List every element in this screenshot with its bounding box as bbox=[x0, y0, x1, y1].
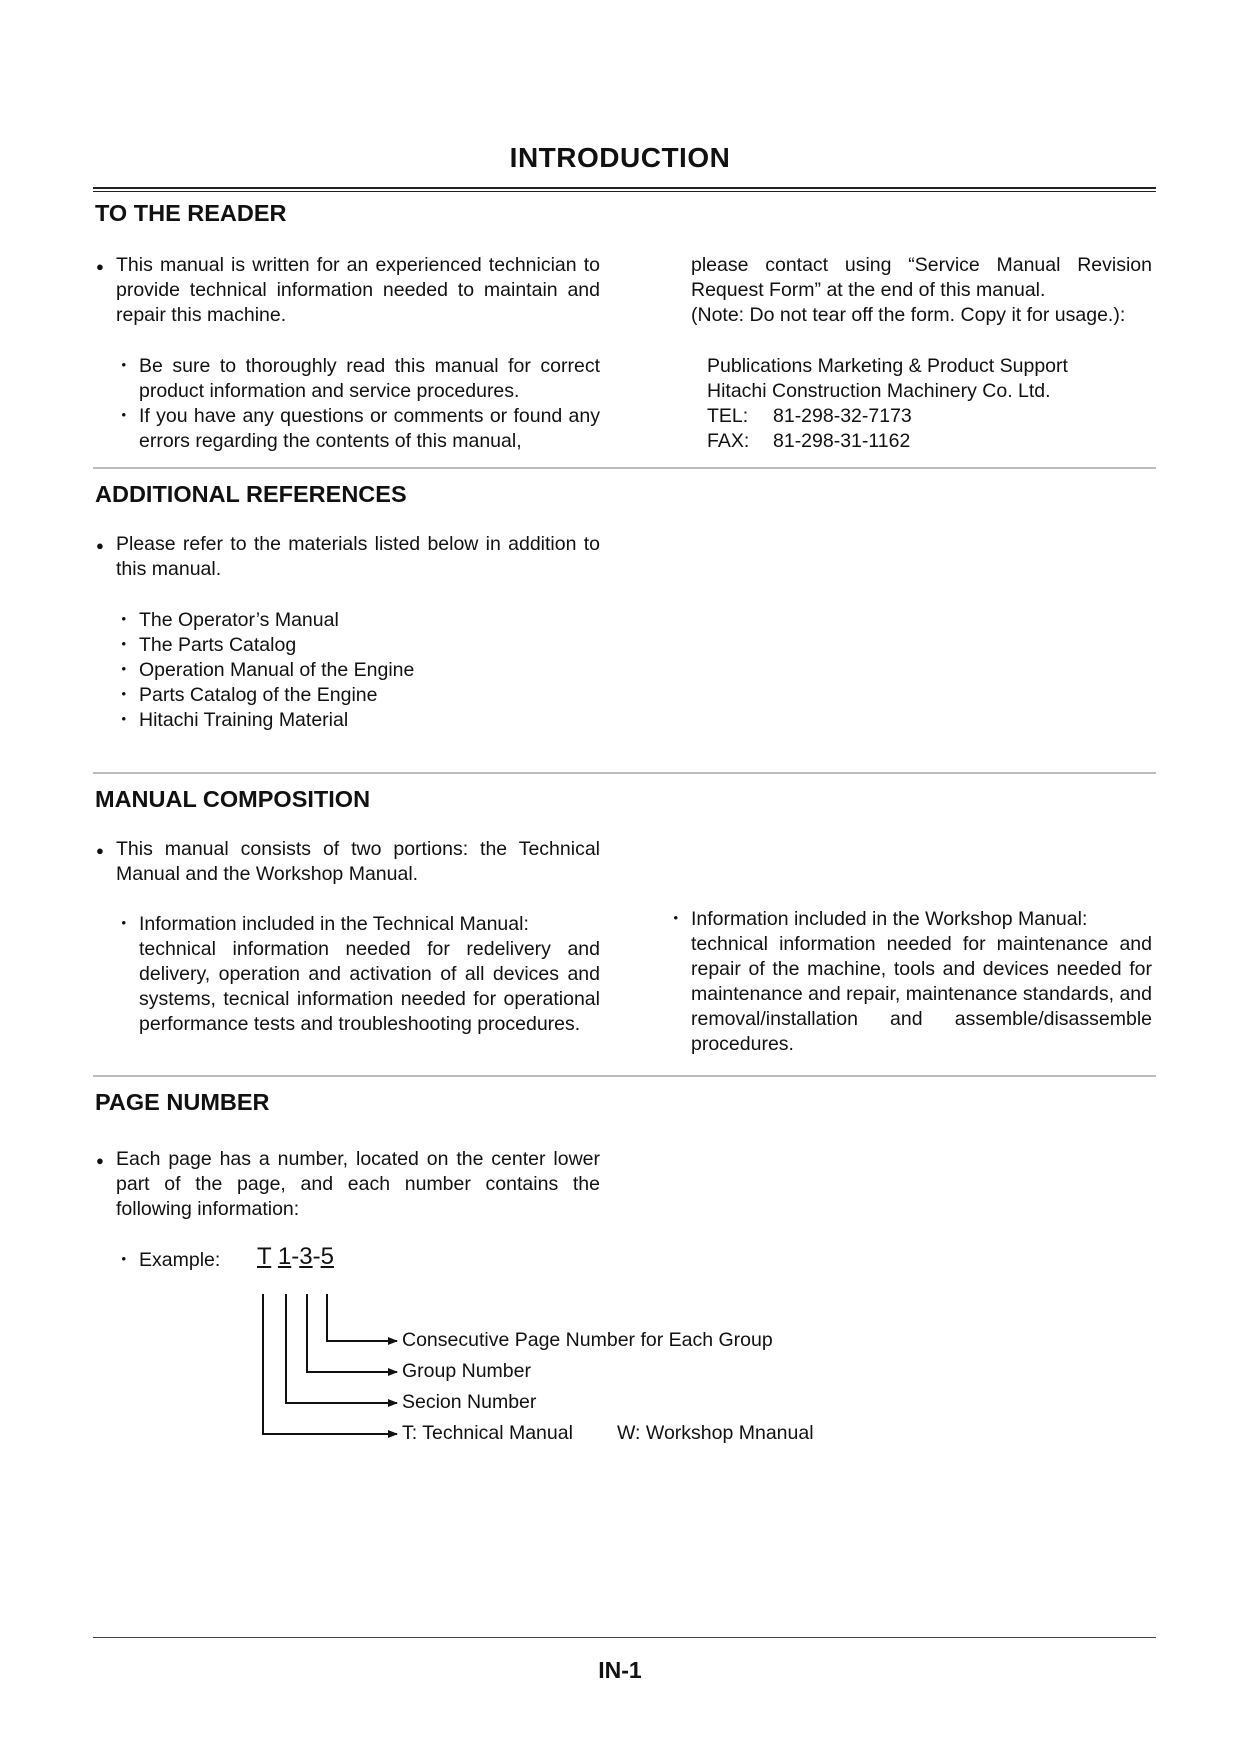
contact-fax-label: FAX: bbox=[707, 430, 750, 452]
connector-group bbox=[307, 1294, 397, 1372]
connector-page bbox=[327, 1294, 397, 1341]
heading-page-number: PAGE NUMBER bbox=[95, 1089, 270, 1115]
heading-additional-references: ADDITIONAL REFERENCES bbox=[95, 481, 407, 507]
sub-bullet-mark: ・ bbox=[114, 405, 134, 427]
example-manual-type: T bbox=[257, 1243, 272, 1270]
contact-tel: 81-298-32-7173 bbox=[773, 405, 912, 427]
sub-bullet-mark: ・ bbox=[114, 609, 134, 631]
workshop-manual-label: Information included in the Workshop Manual: bbox=[691, 908, 1088, 930]
example-page-number bbox=[257, 1243, 334, 1271]
section-divider bbox=[93, 772, 1156, 774]
reader-sub-item-2: If you have any questions or comments or found any errors regarding the contents of this manual, bbox=[139, 405, 600, 452]
title-rule-top bbox=[93, 187, 1156, 189]
sub-bullet-mark: ・ bbox=[114, 684, 134, 706]
legend-section-number: Secion Number bbox=[402, 1391, 537, 1413]
legend-group-number: Group Number bbox=[402, 1360, 531, 1382]
contact-org-line2: Hitachi Construction Machinery Co. Ltd. bbox=[707, 380, 1051, 402]
title-rule-bottom bbox=[93, 191, 1156, 192]
legend-technical-manual: T: Technical Manual bbox=[402, 1422, 573, 1444]
reference-item: Hitachi Training Material bbox=[139, 709, 349, 731]
sub-bullet-mark: ・ bbox=[114, 355, 134, 377]
sub-bullet-mark: ・ bbox=[114, 913, 134, 935]
sub-bullet-mark: ・ bbox=[114, 659, 134, 681]
legend-page-number: Consecutive Page Number for Each Group bbox=[402, 1329, 773, 1351]
heading-manual-composition: MANUAL COMPOSITION bbox=[95, 786, 371, 812]
example-section: 1 bbox=[277, 1243, 292, 1270]
contact-org-line1: Publications Marketing & Product Support bbox=[707, 355, 1068, 377]
sub-bullet-mark: ・ bbox=[114, 634, 134, 656]
sub-bullet-mark: ・ bbox=[114, 709, 134, 731]
example-separator: - bbox=[291, 1243, 300, 1270]
contact-tel-label: TEL: bbox=[707, 405, 749, 427]
legend-workshop-manual: W: Workshop Mnanual bbox=[617, 1422, 814, 1444]
example-page: 5 bbox=[320, 1243, 334, 1270]
technical-manual-label: Information included in the Technical Manual: bbox=[139, 913, 529, 935]
reference-item: Operation Manual of the Engine bbox=[139, 659, 415, 681]
reference-item: Parts Catalog of the Engine bbox=[139, 684, 378, 706]
heading-to-the-reader: TO THE READER bbox=[95, 200, 287, 226]
composition-intro-text: This manual consists of two portions: the Technical Manual and the Workshop Manual. bbox=[116, 838, 600, 885]
reference-item: The Operator’s Manual bbox=[139, 609, 339, 631]
bullet-dot: ● bbox=[96, 1153, 104, 1168]
example-label: Example: bbox=[139, 1249, 221, 1271]
bullet-dot: ● bbox=[96, 538, 104, 553]
bullet-dot: ● bbox=[96, 259, 104, 274]
connector-manual bbox=[263, 1294, 397, 1434]
contact-fax: 81-298-31-1162 bbox=[773, 430, 911, 452]
sub-bullet-mark: ・ bbox=[114, 1249, 134, 1271]
references-intro-text: Please refer to the materials listed below in addition to this manual. bbox=[116, 533, 600, 580]
reference-item: The Parts Catalog bbox=[139, 634, 297, 656]
example-separator: - bbox=[312, 1243, 321, 1270]
reader-note: (Note: Do not tear off the form. Copy it for usage.): bbox=[691, 304, 1126, 326]
page-number-intro-text: Each page has a number, located on the center lower part of the page, and each number contains the following information: bbox=[116, 1148, 600, 1220]
page-title: INTRODUCTION bbox=[509, 142, 731, 173]
technical-manual-text: technical information needed for redelivery and delivery, operation and activation of all devices and systems, tecnical information needed for operational performance tests and troubleshooting procedures. bbox=[139, 938, 600, 1035]
sub-bullet-mark: ・ bbox=[666, 908, 686, 930]
section-divider bbox=[93, 467, 1156, 469]
page-number-diagram bbox=[250, 1290, 410, 1440]
page-number-footer: IN-1 bbox=[598, 1657, 642, 1683]
section-divider bbox=[93, 1075, 1156, 1077]
reader-contact-intro: please contact using “Service Manual Revision Request Form” at the end of this manual. bbox=[691, 254, 1152, 301]
workshop-manual-text: technical information needed for maintenance and repair of the machine, tools and devices needed for maintenance and repair, maintenance standards, and removal/installation and assemble/disassemble procedures. bbox=[691, 933, 1152, 1055]
connector-section bbox=[286, 1294, 397, 1403]
example-group: 3 bbox=[299, 1243, 313, 1270]
bullet-dot: ● bbox=[96, 843, 104, 858]
footer-rule bbox=[93, 1637, 1156, 1638]
reader-intro-text: This manual is written for an experienced technician to provide technical information needed to maintain and repair this machine. bbox=[116, 254, 600, 326]
reader-sub-item-1: Be sure to thoroughly read this manual for correct product information and service procedures. bbox=[139, 355, 600, 402]
